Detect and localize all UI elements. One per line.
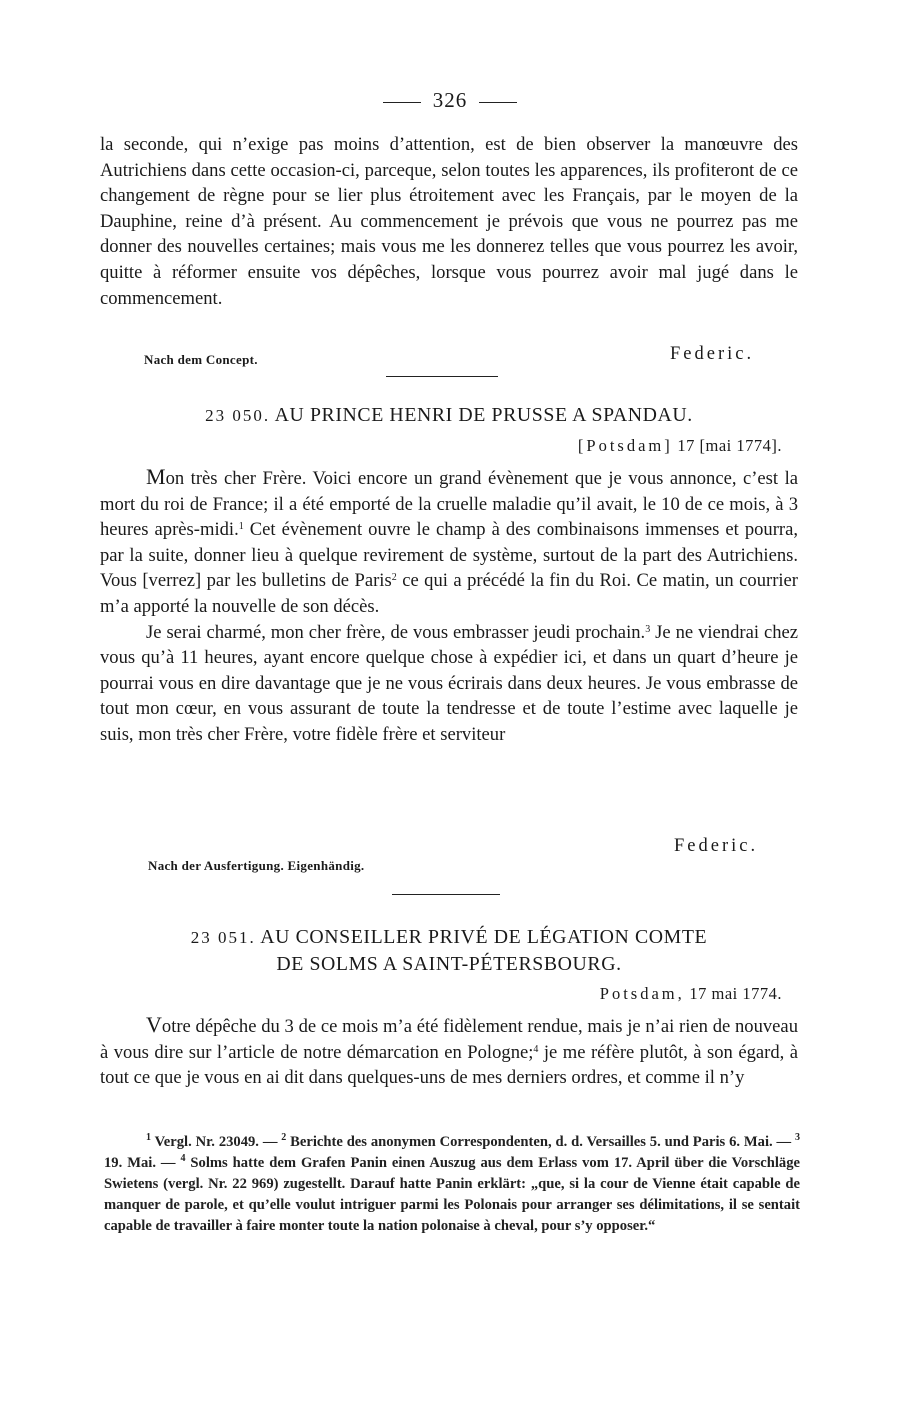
footnote-ref-3: 3: [645, 623, 651, 635]
letter-23050-p1-text: on très cher Frère. Voici encore un grand évènement que je vous annonce, c’est la mort du roi de France; il a été emporté de la cruelle maladie qu’il avait, le 10 de ce mois, à 3 heures après-midi.: [100, 468, 798, 541]
letter-23051-title-line-1: AU CONSEILLER PRIVÉ DE LÉGATION COMTE: [260, 926, 708, 948]
section-continuation: [100, 132, 798, 311]
footnote-2-text: Berichte des anonymen Correspondenten, d. d. Versailles 5. und Paris 6. Mai. —: [286, 1134, 796, 1150]
divider-2: [392, 894, 500, 895]
footnote-3-mark: 3: [795, 1132, 801, 1143]
letter-23051-p1-text-b: je me réfère plutôt, à son égard, à tout ce que je vous en ai dit dans quelques-uns de mes derniers ordres, et comme il n’y: [100, 1041, 798, 1089]
divider-1: [386, 376, 498, 377]
continuation-paragraph: la seconde, qui n’exige pas moins d’attention, est de bien observer la manœuvre des Autrichiens dans cette occasion-ci, parceque, selon toutes les apparences, ils profiteront de ce changement de règne pour se lier plus étroitement avec les Français, par le moyen de la Dauphine, reine d’à présent. Au commencement je prévois que vous ne pourrez pas me donner des nouvelles certaines; mais vous me les donnerez telles que vous pourrez les avoir, quitte à réformer ensuite vos dépêches, lorsque vous pourrez avoir mal jugé dans le commencement.: [100, 134, 798, 309]
letter-23051-place: Potsdam,: [599, 984, 685, 1003]
letter-23051-p1-text: otre dépêche du 3 de ce mois m’a été fidèlement rendue, mais je n’ai rien de nouveau à vous dire sur l’article de notre démarcation en Pologne;: [100, 1016, 798, 1063]
letter-23050-heading: [100, 404, 798, 427]
letter-23051-body: [100, 1012, 798, 1091]
footnote-2-mark: 2: [281, 1132, 287, 1143]
footnote-ref-1: 1: [238, 521, 244, 533]
source-note-1: Nach dem Concept.: [144, 352, 258, 367]
footnote-3-text: 19. Mai. —: [104, 1155, 181, 1171]
footnote-1-mark: 1: [146, 1132, 151, 1143]
letter-23051-heading: [100, 924, 798, 977]
footnotes: [104, 1132, 800, 1237]
footnote-1-text: Vergl. Nr. 23049. —: [151, 1134, 282, 1150]
letter-23050-paragraph-1: [100, 464, 798, 620]
letter-23050-p1-text-b: Cet évènement ouvre le champ à des combinaisons immenses et pourra, par la suite, donner lieu à quelque revirement de système, surtout de la part des Autrichiens. Vous [verrez] par les bulletins de Paris: [100, 519, 799, 592]
letter-23050-number: 23 050.: [205, 406, 271, 425]
letter-23050-p2-text-b: Je ne viendrai chez vous qu’à 11 heures, ayant encore quelque chose à expédier ici, et dans un quart d’heure je pourrai vous en dire davantage que je ne vous écrirais dans deux heures. Je vous embrasse de tout mon cœur, en vous assurant de toute la tendresse et de toute l’estime avec laquelle je suis, mon très cher Frère, votre fidèle frère et serviteur: [100, 621, 799, 745]
letter-23050-date: 17 [mai 1774].: [677, 436, 782, 455]
letter-23051-dateline: [600, 984, 782, 1004]
footnote-ref-2: 2: [391, 572, 397, 584]
page-number-dash-right: [479, 102, 517, 103]
footnotes-indent: [104, 1134, 146, 1150]
footnote-4-mark: 4: [180, 1153, 186, 1164]
page-number-dash-left: [383, 102, 421, 103]
source-note-2: Nach der Ausfertigung. Eigenhändig.: [148, 858, 365, 873]
letter-23050-p1-text-c: ce qui a précédé la fin du Roi. Ce matin, un courrier m’a apporté la nouvelle de son décès.: [100, 570, 799, 617]
page-number-text: 326: [432, 88, 468, 112]
letter-23051-paragraph-1: [100, 1012, 798, 1091]
letter-23050-title: AU PRINCE HENRI DE PRUSSE A SPANDAU.: [274, 404, 693, 426]
letter-23050-dateline: [578, 436, 782, 456]
letter-23051-date: 17 mai 1774.: [689, 984, 782, 1003]
letter-23050-place: [Potsdam]: [577, 436, 673, 455]
letter-23050-paragraph-2: [100, 620, 798, 748]
letter-23050-body: [100, 464, 798, 748]
footnote-ref-4: 4: [533, 1043, 539, 1055]
letter-23051-title-line-2: DE SOLMS A SAINT-PÉTERSBOURG.: [276, 953, 622, 975]
letter-23050-p2-text: Je serai charmé, mon cher frère, de vous embrasser jeudi prochain.: [146, 621, 646, 643]
letter-23051-initial: V: [146, 1012, 162, 1037]
signature-1: Federic.: [670, 344, 755, 364]
letter-23051-number: 23 051.: [190, 928, 256, 947]
footnote-4-text: Solms hatte dem Grafen Panin einen Auszug aus dem Erlass vom 17. April über die Vorschläge Swietens (vergl. Nr. 22 969) zugestellt. Darauf hatte Panin erklärt: „que, si la cour de Vienne était capable de manquer de parole, et qu’elle voulut intriguer parmi les Polonais pour arranger ses délimitations, il se sentait capable de travailler à faire monter toute la nation polonaise à cheval, pour s’y opposer.“: [104, 1155, 800, 1234]
signature-2: Federic.: [674, 836, 759, 856]
page-number: [0, 88, 900, 113]
letter-23050-initial: M: [146, 464, 166, 489]
letter-23051-heading-line-1: [100, 924, 798, 951]
